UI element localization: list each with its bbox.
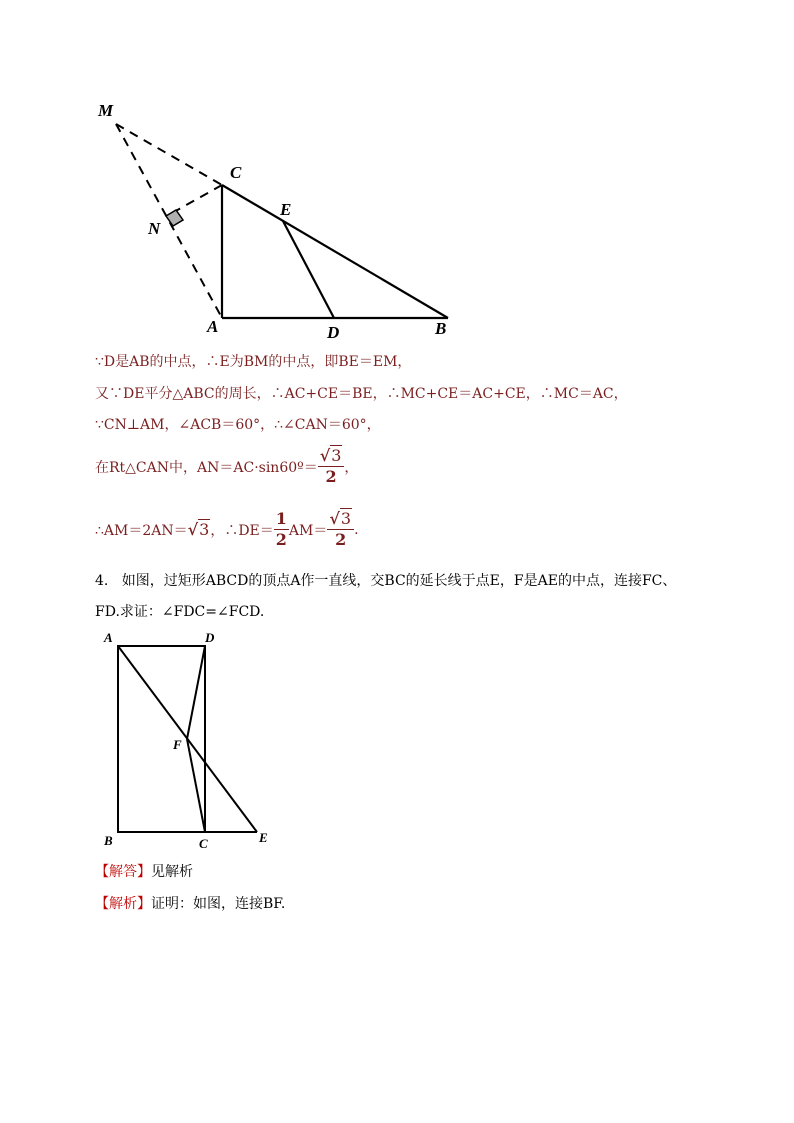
label-B: B <box>435 319 447 338</box>
denominator: 2 <box>275 530 287 549</box>
line4-prefix: 在Rt△CAN中，AN＝AC·sin60º＝ <box>95 459 318 476</box>
denominator: 2 <box>335 530 347 549</box>
label-F: F <box>173 737 182 752</box>
label-C: C <box>230 163 242 182</box>
label-C: C <box>199 836 208 851</box>
solution-line-2: 又∵DE平分△ABC的周长，∴AC+CE＝BE，∴MC+CE＝AC+CE，∴MC＝AC， <box>95 386 628 402</box>
dashed-CN <box>172 185 222 213</box>
label-E: E <box>280 200 292 219</box>
sqrt3-over-2-fraction: $\frac{√3}{2}$ <box>327 509 354 550</box>
line5-am: AM＝ <box>288 522 328 539</box>
answer-tag: 【解答】 <box>95 864 151 880</box>
segment-FD <box>187 646 205 739</box>
problem-text-1: 如图，过矩形ABCD的顶点A作一直线，交BC的延长线于点E，F是AE的中点，连接FC、 <box>121 573 677 589</box>
label-N: N <box>148 219 161 238</box>
analysis-tag: 【解析】 <box>95 896 151 912</box>
problem-4-line-1 <box>95 570 676 590</box>
solution-line-3: ∵CN⊥AM，∠ACB＝60°，∴∠CAN＝60°， <box>95 417 381 433</box>
analysis-line <box>95 893 285 913</box>
radicand: 3 <box>340 509 352 528</box>
label-D: D <box>327 323 340 342</box>
right-angle-marker <box>166 210 183 226</box>
line4-suffix: ， <box>344 459 359 476</box>
problem-4-line-2: FD.求证：∠FDC=∠FCD. <box>95 604 265 620</box>
line5-prefix: ∴AM＝2AN＝ <box>95 522 188 539</box>
label-D: D <box>205 630 215 645</box>
answer-text: 见解析 <box>151 864 193 880</box>
sqrt3: √3 <box>187 520 210 539</box>
sqrt3-over-2-fraction: $\frac{√3}{2}$ <box>318 446 345 487</box>
rectangle-ABCD <box>118 646 205 832</box>
answer-line <box>95 861 193 881</box>
rectangle-figure-2 <box>98 628 278 853</box>
denominator: 2 <box>325 467 337 486</box>
one-half-fraction <box>274 509 289 550</box>
radicand: 3 <box>331 446 342 465</box>
triangle-figure-1 <box>90 95 460 345</box>
segment-CB <box>222 185 448 318</box>
solution-line-5 <box>95 509 359 550</box>
label-M: M <box>98 101 114 120</box>
line5-middle: ，∴DE＝ <box>210 522 274 539</box>
label-E: E <box>259 830 268 845</box>
solution-line-4 <box>95 446 358 487</box>
line5-suffix: . <box>354 521 359 538</box>
label-A: A <box>207 317 219 336</box>
solution-line-1: ∵D是AB的中点，∴E为BM的中点，即BE＝EM， <box>95 354 412 370</box>
segment-FC <box>187 739 205 832</box>
analysis-text: 证明：如图，连接BF. <box>151 896 286 912</box>
numerator: 1 <box>275 509 287 528</box>
problem-number: 4. <box>95 573 109 589</box>
label-B: B <box>104 833 113 848</box>
label-A: A <box>104 630 113 645</box>
radicand: 3 <box>199 520 210 539</box>
